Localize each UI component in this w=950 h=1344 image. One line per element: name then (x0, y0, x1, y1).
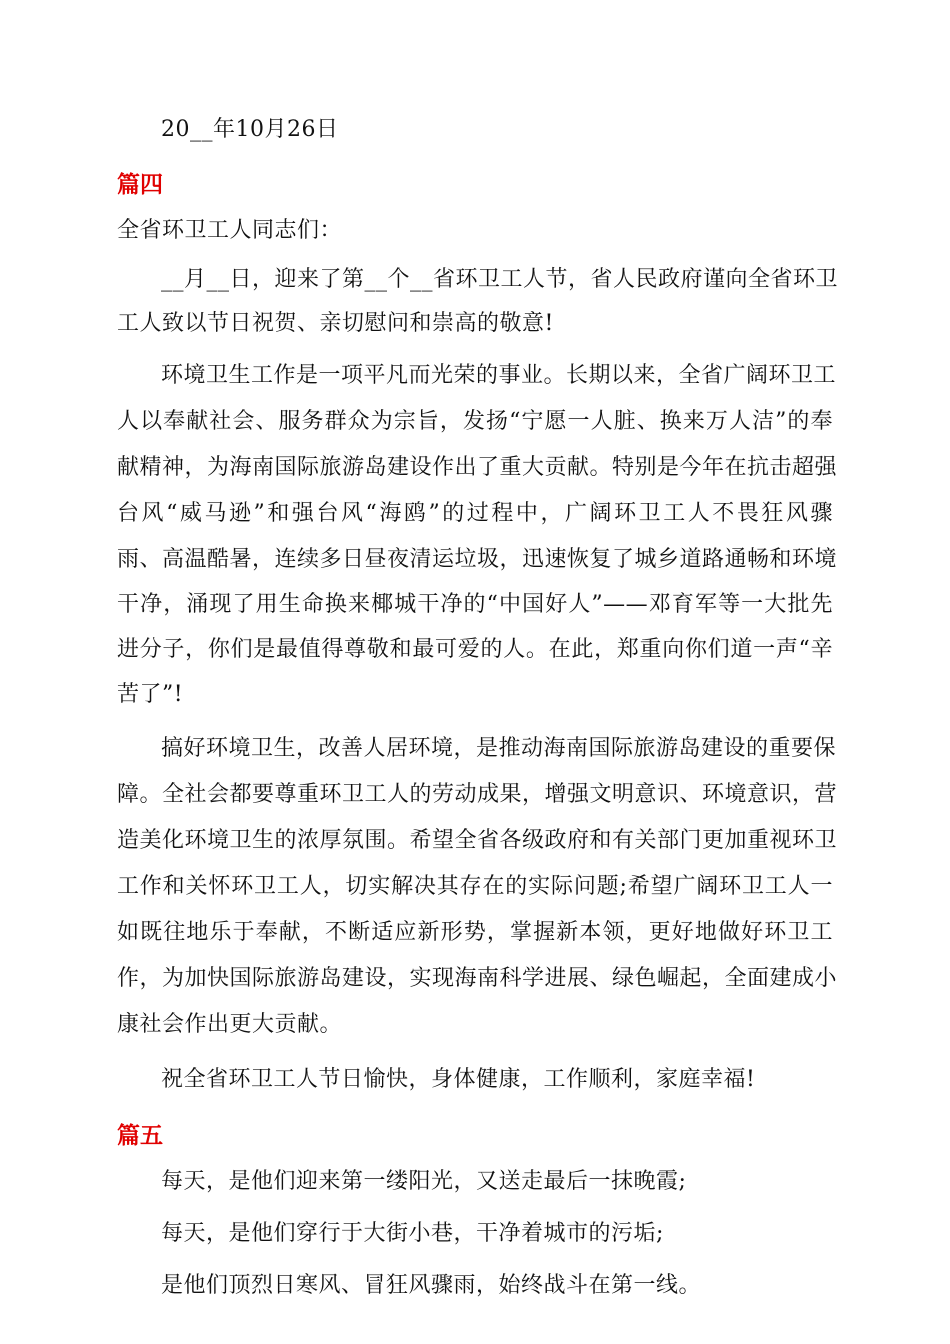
paragraph-3-line: 障。全社会都要尊重环卫工人的劳动成果，增强文明意识、环境意识，营 (117, 782, 838, 807)
poem-line: 每天，是他们穿行于大街小巷，干净着城市的污垢; (161, 1221, 664, 1246)
paragraph-3-line: 搞好环境卫生，改善人居环境，是推动海南国际旅游岛建设的重要保 (161, 736, 837, 761)
salutation: 全省环卫工人同志们： (117, 218, 343, 243)
paragraph-2-line: 雨、高温酷暑，连续多日昼夜清运垃圾，迅速恢复了城乡道路通畅和环境 (117, 547, 838, 572)
poem-line: 是他们顶烈日寒风、冒狂风骤雨，始终战斗在第一线。 (161, 1273, 702, 1298)
paragraph-2-line: 干净，涌现了用生命换来椰城干净的“中国好人”——邓育军等一大批先 (117, 592, 833, 617)
paragraph-3-line: 工作和关怀环卫工人，切实解决其存在的实际问题;希望广阔环卫工人一 (117, 874, 833, 899)
paragraph-2-line: 苦了”! (117, 682, 184, 707)
paragraph-2-line: 人以奉献社会、服务群众为宗旨，发扬“宁愿一人脏、换来万人洁”的奉 (117, 409, 833, 434)
poem-line: 每天，是他们迎来第一缕阳光，又送走最后一抹晚霞; (161, 1169, 687, 1194)
paragraph-2-line: 台风“威马逊”和强台风“海鸥”的过程中，广阔环卫工人不畏狂风骤 (117, 501, 833, 526)
paragraph-3-line: 如既往地乐于奉献，不断适应新形势，掌握新本领，更好地做好环卫工 (117, 920, 833, 945)
paragraph-3-line: 康社会作出更大贡献。 (117, 1012, 343, 1037)
paragraph-2-line: 献精神，为海南国际旅游岛建设作出了重大贡献。特别是今年在抗击超强 (117, 455, 838, 480)
paragraph-3-line: 造美化环境卫生的浓厚氛围。希望全省各级政府和有关部门更加重视环卫 (117, 828, 838, 853)
date-line: 20__年10月26日 (161, 117, 339, 142)
section-heading-5: 篇五 (117, 1123, 163, 1149)
paragraph-1-line: __月__日，迎来了第__个__省环卫工人节，省人民政府谨向全省环卫 (161, 267, 839, 292)
paragraph-2-line: 环境卫生工作是一项平凡而光荣的事业。长期以来，全省广阔环卫工 (161, 363, 837, 388)
section-heading-4: 篇四 (117, 172, 163, 198)
paragraph-4: 祝全省环卫工人节日愉快，身体健康，工作顺利，家庭幸福! (161, 1067, 756, 1092)
paragraph-2-line: 进分子，你们是最值得尊敬和最可爱的人。在此，郑重向你们道一声“辛 (117, 637, 833, 662)
paragraph-3-line: 作，为加快国际旅游岛建设，实现海南科学进展、绿色崛起，全面建成小 (117, 966, 838, 991)
paragraph-1-line: 工人致以节日祝贺、亲切慰问和崇高的敬意! (117, 311, 554, 336)
